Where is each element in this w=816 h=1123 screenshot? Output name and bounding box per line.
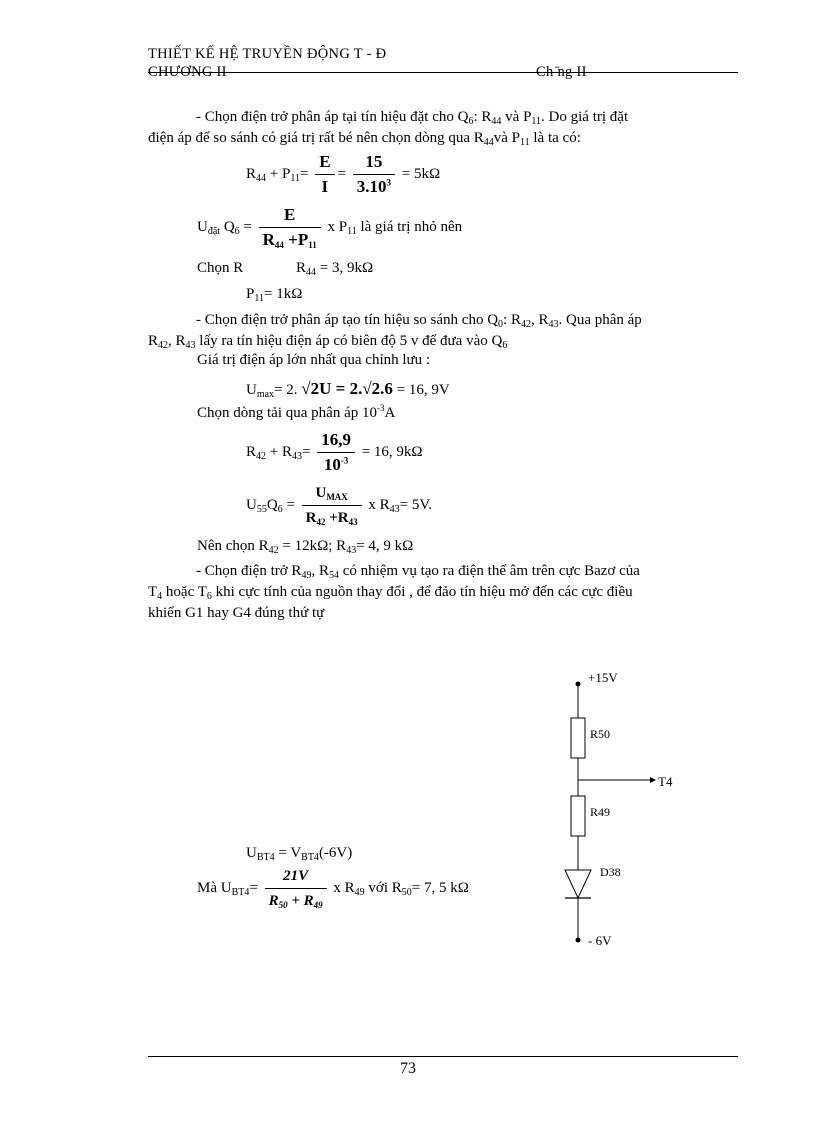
chapter-label-left: CHƯƠNG II [148,64,227,80]
page-number: 73 [400,1060,416,1077]
minus6v-label: - 6V [588,933,612,948]
r50-label: R50 [590,727,611,741]
equation-u-dat-q6: $U_{đặt}$ $Q_6$ = $\frac{E}{R_{44} +P_{11}}$ x $P_{11}$ là giá trị nhỏ nên [197,205,463,250]
document-header-title: THIẾT KẾ HỆ TRUYỀN ĐỘNG T - Đ [148,46,387,62]
equation-r44-p11: $R_{44} + P_{11}=$ $\frac{E}{I}$ = $\frac{15}{3.10^3}$ = 5kΩ [246,152,441,196]
max-voltage-label: Giá trị điện áp lớn nhất qua chỉnh lưu : [197,352,431,368]
equation-ma-ubt4: Mà $U_{BT4}=$ $\frac{21V}{R_{50} + R_{49}}$ x $R_{49}$ với $R_{50}= 7$, 5 kΩ [197,868,469,910]
equation-u55-q6: $U_{55}Q_6$ = $\frac{U_{MAX}}{R_{42} +R_{43}}$ x $R_{43}= 5V$. [246,485,433,527]
header-rule [148,72,738,73]
equation-ubt4: $U_{BT4} = V_{BT4}(-6V)$ [246,845,353,863]
chosen-values: Nên chọn $R_{42} = 12k\Omega$; $R_{43}= 4$, 9 kΩ [197,538,414,556]
load-current-label: Chọn dòng tải qua phân áp $10^{-3}A$ [197,403,396,421]
t4-arrow [650,777,656,783]
plus15v-label: +15V [588,670,618,685]
equation-umax: $U_{max}= 2$. √2U = 2.√2.6 = 16, 9V [246,379,450,400]
choose-r-label: Chọn R [197,260,244,276]
paragraph-voltage-divider-q0: - Chọn điện trở phân áp tạo tín hiệu so sánh cho $Q_0$: $R_{42}$, $R_{43}$. Qua phân áp $R_{42}$, $R_{43}$ lấy ra tín hiệu điện áp có biên độ 5 v để đưa vào $Q_6$ [148,312,642,351]
minus6v-terminal [576,938,581,943]
t4-label: T4 [658,774,673,789]
r49-label: R49 [590,805,611,819]
footer-rule [148,1056,738,1057]
d38-diode [565,870,591,898]
chapter-label-right: Ch ̄ng II [536,64,587,80]
r44-value: $R_{44} = 3$, 9kΩ [296,260,374,278]
equation-r42-r43: $R_{42} + R_{43}=$ $\frac{16,9}{10^{-3}}$ = 16, 9kΩ [246,430,423,474]
bias-circuit-diagram [550,668,690,953]
r49-resistor [571,796,585,836]
p11-value: $P_{11}= 1k\Omega$ [246,286,303,304]
d38-label: D38 [600,865,621,879]
paragraph-r49-r54: - Chọn điện trở $R_{49}$, $R_{54}$ có nhiệm vụ tạo ra điện thế âm trên cực Bazơ của $T_4$ hoặc $T_6$ khi cực tính của nguồn thay đổi , để đảo tín hiệu mở đến các cực điều khiển G1 hay G4 đúng thứ tự [148,563,640,621]
paragraph-voltage-divider-q6: - Chọn điện trở phân áp tại tín hiệu đặt cho $Q_6$: $R_{44}$ và $P_{11}$. Do giá trị đặt điện áp để so sánh có giá trị rất bé nên chọn dòng qua $R_{44}và$ $P_{11}$ là ta có: [148,109,629,148]
r50-resistor [571,718,585,758]
